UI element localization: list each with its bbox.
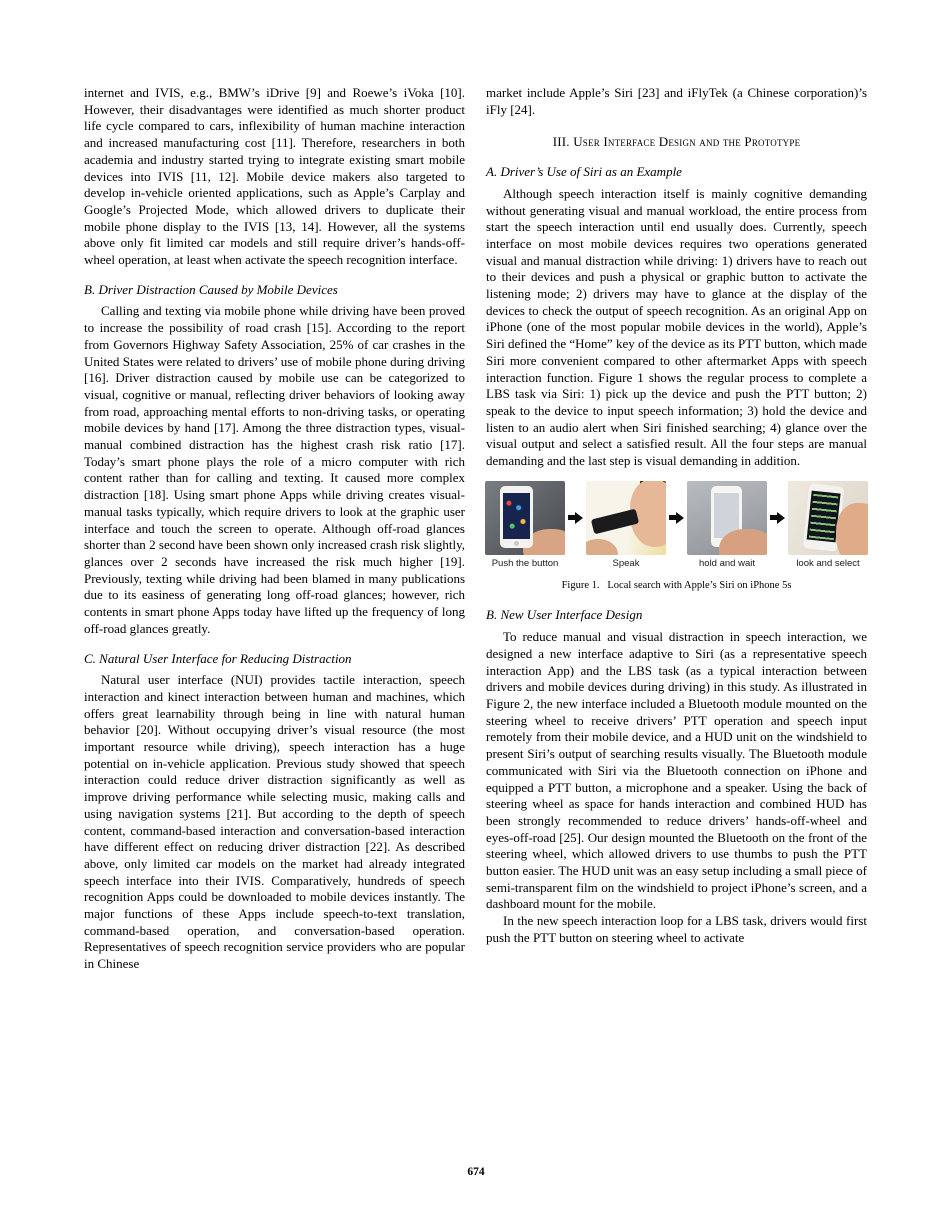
figure1-photo-strip bbox=[486, 481, 867, 569]
paragraph-continued: market include Apple’s Siri [23] and iFlyTek (a Chinese corporation)’s iFly [24]. bbox=[486, 85, 867, 117]
hand-graphic bbox=[586, 539, 618, 555]
section-iii-heading: III. User Interface Design and the Prototype bbox=[552, 134, 801, 150]
arrow-right-icon bbox=[669, 512, 684, 524]
section-c-paragraph: Natural user interface (NUI) provides tactile interaction, speech interaction and kinect interaction between human and machines, which offers great learnability through being in line with natural human behavior [20]. Without occupying driver’s visual resource (the most important resource while driving), speech interaction has a huge potential on in-vehicle application. Previous study showed that speech interaction could reduce driver distraction significantly as well as improve driving performance while selecting music, making calls and using navigation systems [21]. But according to the depth of speech content, command-based interaction and conversation-based interaction have different effect on reducing driver distraction [22]. As described above, only limited car models on the market had already integrated speech interface into their IVIS. Comparatively, hundreds of speech recognition Apps could be downloaded to mobile devices instantly. The major functions of these Apps include speech-to-text translation, command-based operation, and conversation-based operation. Representatives of speech recognition service providers who are popular in Chinese bbox=[84, 672, 465, 972]
right-column bbox=[486, 85, 867, 973]
subsection-b-paragraph-2: In the new speech interaction loop for a LBS task, drivers would first push the PTT button on steering wheel to activate bbox=[486, 913, 867, 945]
hand-graphic bbox=[836, 503, 868, 555]
page-number: 674 bbox=[467, 1166, 485, 1178]
arrow-right-icon bbox=[770, 512, 785, 524]
section-b-paragraph: Calling and texting via mobile phone while driving have been proved to increase the possibility of road crash [15]. According to the report from Governors Highway Safety Association, 25% of car crashes in the United States were related to drivers’ use of mobile phone during driving [16]. Driver distraction caused by mobile use can be categorized to visual, cognitive or manual, reflecting driver behaviors of looking away from road, approaching mental efforts to non-driving tasks, or operating mobile devices by hand [17]. Among the three distraction types, visual-manual combined distraction has the highest crash risk ratio [17]. Today’s smart phone plays the role of a micro computer with rich content rather than for calling and texting. It caused more complex distraction [18]. Using smart phone Apps while driving creates visual-manual tasks typically, which require drivers to look at the graphic user interface and touch the screen to operate. Although off-road glances shorter than 2 second have been shown only increased crash risk slightly, glances over 2 seconds have increased the risk much higher [19]. Previously, texting while driving had been blamed in many publications due to its easiness of generating long off-road glances; however, rich contents in smart phone Apps today have lifted up the frequency of long off-road glances greatly. bbox=[84, 303, 465, 636]
left-column bbox=[84, 85, 465, 973]
figure1-step-label: hold and wait bbox=[699, 557, 755, 569]
arrow-shaft bbox=[669, 515, 676, 520]
subsection-a-paragraph: Although speech interaction itself is mainly cognitive demanding without generating visual and manual workload, the entire process from start the speech interaction until end usually does. Currently, speech interface on most mobile devices requires two operations generated visual and manual distraction while driving: 1) drivers have to reach out to their devices and push a physical or graphic button to activate the listening mode; 2) drivers may have to glance at the display of the devices to check the output of speech recognition. As an original App on iPhone (one of the most popular mobile devices in the world), Apple’s Siri defined the “Home” key of the device as its PTT button, which made Siri more convenient compared to other aftermarket Apps with speech interaction function. Figure 1 shows the regular process to complete a LBS task via Siri: 1) pick up the device and push the PTT button; 2) speak to the device to input speech information; 3) hold the device and listen to an audio alert when Siri finished searching; 4) glance over the visual output and select a satisfied result. All the four steps are manual demanding and the last step is visual demanding in addition. bbox=[486, 185, 867, 469]
figure1-photo-push-button bbox=[485, 481, 565, 555]
figure1-photo-look-select bbox=[788, 481, 868, 555]
arrow-head bbox=[575, 512, 583, 524]
home-button-graphic bbox=[514, 541, 519, 546]
arrow-shaft bbox=[568, 515, 575, 520]
figure1-photo-hold-wait bbox=[687, 481, 767, 555]
section-b-heading: B. Driver Distraction Caused by Mobile Devices bbox=[84, 281, 338, 297]
figure1-caption: Figure 1. Local search with Apple’s Siri on iPhone 5s bbox=[561, 579, 792, 591]
phone-graphic bbox=[591, 508, 639, 534]
figure1-step-1 bbox=[485, 481, 565, 569]
subsection-b-heading: B. New User Interface Design bbox=[486, 607, 643, 623]
arrow-head bbox=[777, 512, 785, 524]
figure1-photo-speak bbox=[586, 481, 666, 555]
figure-1 bbox=[486, 481, 867, 595]
two-column-layout bbox=[84, 85, 868, 973]
phone-screen-graphic bbox=[503, 493, 530, 539]
subsection-b-paragraph-1: To reduce manual and visual distraction in speech interaction, we designed a new interface adaptive to Siri (as a representative speech interaction App) and the LBS task (as a typical interaction between drivers and mobile devices during driving) in this study. As illustrated in Figure 2, the new interface included a Bluetooth module mounted on the steering wheel to receive drivers’ PTT operation and speech input remotely from their mobile device, and a HUD unit on the windshield to present Siri’s output of searching results visually. The Bluetooth module communicated with Siri via the Bluetooth connection on iPhone and equipped a PTT button, a microphone and a speaker. Using the back of steering wheel as space for hands interaction and combined HUD has been strongly recommended to reduce drivers’ hands-off-wheel and eyes-off-road [25]. Our design mounted the Bluetooth on the front of the steering wheel, which allowed drivers to use thumbs to push the PTT button easier. The HUD unit was an easy setup including a small piece of semi-transparent film on the windshield to project iPhone’s screen, and a dashboard mount for the mobile. bbox=[486, 629, 867, 912]
arrow-head bbox=[676, 512, 684, 524]
figure1-step-2 bbox=[586, 481, 666, 569]
phone-graphic bbox=[500, 486, 533, 548]
figure1-step-4 bbox=[788, 481, 868, 569]
arrow-right-icon bbox=[568, 512, 583, 524]
section-c-heading: C. Natural User Interface for Reducing Distraction bbox=[84, 650, 352, 666]
figure1-step-label: Push the button bbox=[491, 557, 559, 569]
arrow-shaft bbox=[770, 515, 777, 520]
paragraph-intro-continued: internet and IVIS, e.g., BMW’s iDrive [9] and Roewe’s iVoka [10]. However, their disadvantages were identified as much shorter product life cycle compared to cars, inflexibility of human machine interaction and increased manufacturing cost [11]. Therefore, researchers in both academia and industry started trying to integrate existing smart mobile devices into IVIS [11, 12]. Mobile device makers also targeted to develop in-vehicle oriented applications, such as Apple’s Carplay and Google’s Projected Mode, which allowed drivers to duplicate their mobile phone display to the IVIS [13, 14]. However, all the systems above only fit limited car models and still require driver’s hands-off-wheel operation, at least when activate the speech recognition interface. bbox=[84, 85, 465, 268]
figure1-step-3 bbox=[687, 481, 767, 569]
figure1-step-label: look and select bbox=[796, 557, 860, 569]
subsection-a-heading: A. Driver’s Use of Siri as an Example bbox=[486, 164, 682, 180]
figure1-step-label: Speak bbox=[612, 557, 640, 569]
